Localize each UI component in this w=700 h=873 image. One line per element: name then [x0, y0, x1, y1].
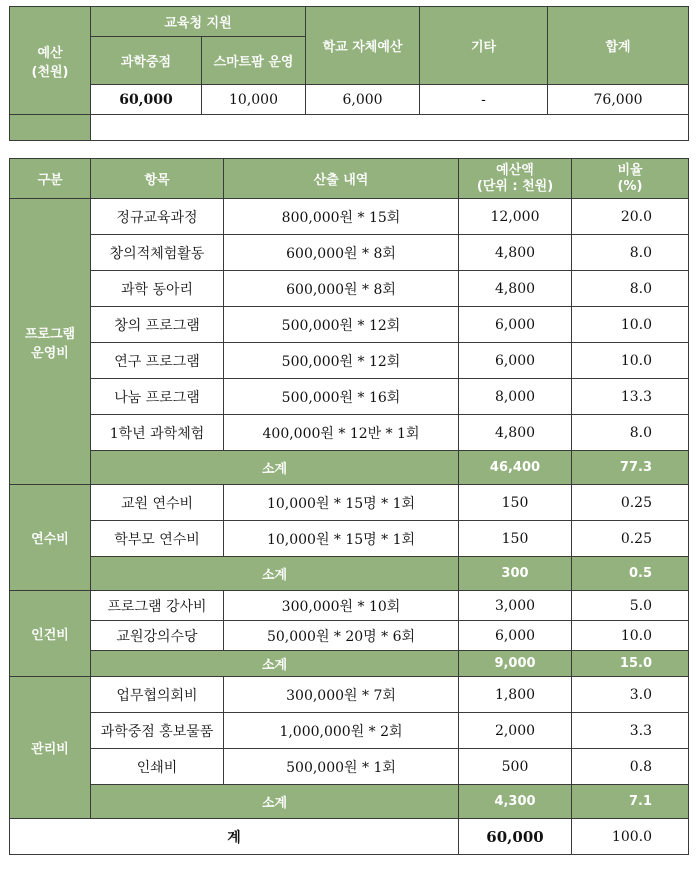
subtotal-ratio: 77.3	[572, 451, 689, 485]
grand-total-ratio: 100.0	[572, 819, 689, 855]
edu-office-support-header: 교육청 지원	[91, 7, 306, 37]
subtotal-label: 소계	[91, 651, 459, 677]
row-ratio: 10.0	[572, 343, 689, 379]
row-amount: 1,800	[459, 677, 572, 713]
row-ratio: 8.0	[572, 415, 689, 451]
subtotal-label: 소계	[91, 785, 459, 819]
table-row	[10, 591, 689, 621]
subtotal-ratio: 7.1	[572, 785, 689, 819]
row-item: 학부모 연수비	[91, 521, 224, 557]
row-amount: 6,000	[459, 621, 572, 651]
row-item: 정규교육과정	[91, 199, 224, 235]
row-amount: 150	[459, 485, 572, 521]
group-name: 인건비	[10, 591, 91, 677]
budget-empty-row	[91, 115, 689, 141]
other-header: 기타	[420, 7, 548, 85]
row-calc: 500,000원 * 12회	[224, 307, 459, 343]
row-item: 교원 연수비	[91, 485, 224, 521]
row-calc: 300,000원 * 7회	[224, 677, 459, 713]
row-item: 업무협의회비	[91, 677, 224, 713]
row-ratio: 3.0	[572, 677, 689, 713]
grand-total-row	[10, 819, 689, 855]
science-hub-header: 과학중점	[91, 37, 202, 85]
table-row	[10, 415, 689, 451]
row-amount: 6,000	[459, 343, 572, 379]
row-amount: 150	[459, 521, 572, 557]
budget-row-label: 예산 (천원)	[10, 7, 91, 115]
table-row	[10, 271, 689, 307]
row-calc: 600,000원 * 8회	[224, 271, 459, 307]
subtotal-row	[10, 651, 689, 677]
row-calc: 600,000원 * 8회	[224, 235, 459, 271]
row-calc: 800,000원 * 15회	[224, 199, 459, 235]
row-calc: 10,000원 * 15명 * 1회	[224, 521, 459, 557]
table-row	[10, 379, 689, 415]
subtotal-row	[10, 451, 689, 485]
subtotal-row	[10, 785, 689, 819]
row-calc: 500,000원 * 16회	[224, 379, 459, 415]
other-value: -	[420, 85, 548, 115]
row-amount: 4,800	[459, 415, 572, 451]
row-ratio: 0.25	[572, 521, 689, 557]
header-calc: 산출 내역	[224, 159, 459, 199]
row-ratio: 3.3	[572, 713, 689, 749]
row-amount: 2,000	[459, 713, 572, 749]
table-row	[10, 621, 689, 651]
row-item: 나눔 프로그램	[91, 379, 224, 415]
school-budget-header: 학교 자체예산	[306, 7, 420, 85]
table-row	[10, 343, 689, 379]
row-item: 창의적체험활동	[91, 235, 224, 271]
row-calc: 300,000원 * 10회	[224, 591, 459, 621]
budget-detail-table	[9, 158, 689, 855]
subtotal-ratio: 15.0	[572, 651, 689, 677]
row-amount: 3,000	[459, 591, 572, 621]
table-row	[10, 749, 689, 785]
header-ratio: 비율 (%)	[572, 159, 689, 199]
table-row	[10, 713, 689, 749]
subtotal-ratio: 0.5	[572, 557, 689, 591]
row-calc: 400,000원 * 12반 * 1회	[224, 415, 459, 451]
table-row	[10, 199, 689, 235]
row-ratio: 20.0	[572, 199, 689, 235]
grand-total-amount: 60,000	[459, 819, 572, 855]
row-ratio: 0.25	[572, 485, 689, 521]
subtotal-amount: 46,400	[459, 451, 572, 485]
row-calc: 500,000원 * 1회	[224, 749, 459, 785]
row-calc: 500,000원 * 12회	[224, 343, 459, 379]
row-calc: 1,000,000원 * 2회	[224, 713, 459, 749]
budget-summary-table	[9, 6, 689, 141]
row-item: 1학년 과학체험	[91, 415, 224, 451]
group-name: 연수비	[10, 485, 91, 591]
header-category: 구분	[10, 159, 91, 199]
row-item: 과학 동아리	[91, 271, 224, 307]
row-ratio: 10.0	[572, 621, 689, 651]
school-budget-value: 6,000	[306, 85, 420, 115]
row-item: 과학중점 홍보물품	[91, 713, 224, 749]
total-value: 76,000	[548, 85, 689, 115]
table-row	[10, 485, 689, 521]
row-ratio: 10.0	[572, 307, 689, 343]
row-item: 인쇄비	[91, 749, 224, 785]
total-header: 합계	[548, 7, 689, 85]
smart-farm-header: 스마트팜 운영	[202, 37, 306, 85]
header-item: 항목	[91, 159, 224, 199]
subtotal-amount: 9,000	[459, 651, 572, 677]
row-item: 교원강의수당	[91, 621, 224, 651]
row-amount: 500	[459, 749, 572, 785]
row-amount: 4,800	[459, 235, 572, 271]
row-item: 프로그램 강사비	[91, 591, 224, 621]
table-row	[10, 677, 689, 713]
header-amount: 예산액 (단위 : 천원)	[459, 159, 572, 199]
group-name: 프로그램 운영비	[10, 199, 91, 485]
subtotal-amount: 300	[459, 557, 572, 591]
row-ratio: 8.0	[572, 271, 689, 307]
row-amount: 4,800	[459, 271, 572, 307]
row-amount: 6,000	[459, 307, 572, 343]
row-calc: 50,000원 * 20명 * 6회	[224, 621, 459, 651]
subtotal-amount: 4,300	[459, 785, 572, 819]
row-ratio: 13.3	[572, 379, 689, 415]
group-name: 관리비	[10, 677, 91, 819]
row-amount: 12,000	[459, 199, 572, 235]
subtotal-label: 소계	[91, 451, 459, 485]
row-ratio: 0.8	[572, 749, 689, 785]
row-amount: 8,000	[459, 379, 572, 415]
table-row	[10, 307, 689, 343]
science-hub-value: 60,000	[91, 85, 202, 115]
subtotal-row	[10, 557, 689, 591]
smart-farm-value: 10,000	[202, 85, 306, 115]
row-item: 연구 프로그램	[91, 343, 224, 379]
table-row	[10, 521, 689, 557]
row-calc: 10,000원 * 15명 * 1회	[224, 485, 459, 521]
row-ratio: 5.0	[572, 591, 689, 621]
subtotal-label: 소계	[91, 557, 459, 591]
row-ratio: 8.0	[572, 235, 689, 271]
grand-total-label: 계	[10, 819, 459, 855]
table-row	[10, 235, 689, 271]
budget-row-label-spacer	[10, 115, 91, 141]
row-item: 창의 프로그램	[91, 307, 224, 343]
